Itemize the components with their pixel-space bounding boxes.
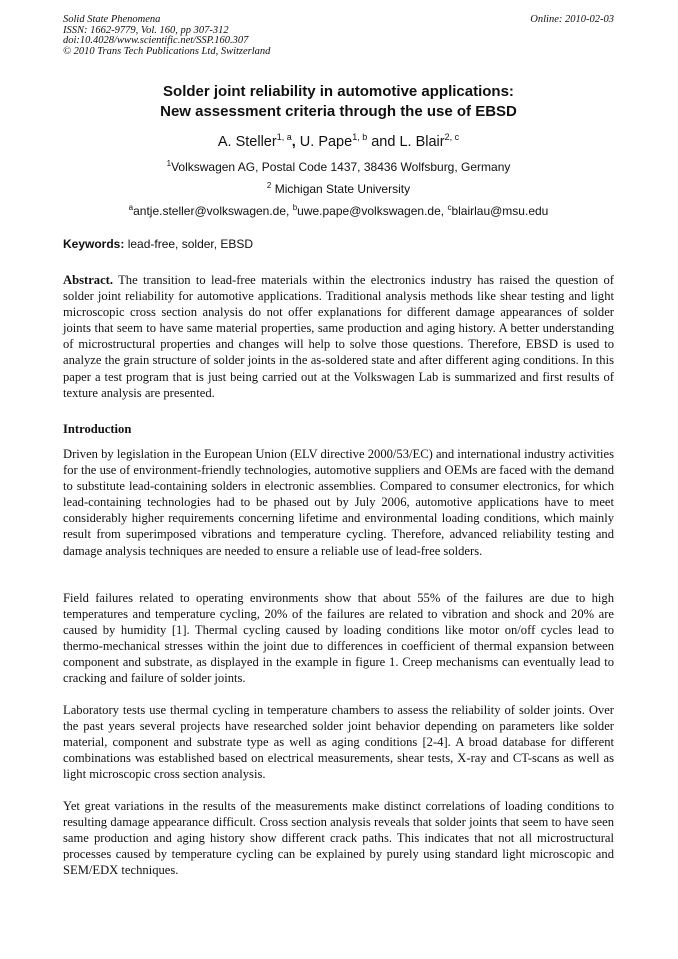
email-sup: b bbox=[292, 203, 298, 212]
author-list bbox=[63, 128, 614, 151]
abstract bbox=[63, 272, 614, 401]
email-sup: c bbox=[447, 203, 452, 212]
intro-paragraph-4: Yet great variations in the results of the measurements make distinct correlations of loading conditions to resulting damage appearance difficult. Cross section analysis reveals that solder joints that seem to have seen same production and aging history show different crack paths. This indicates that not all microstructural processes caused by temperature cycling can be explained by purely using standard light microscopic and SEM/EDX techniques. bbox=[63, 799, 614, 878]
abstract-text: The transition to lead-free materials within the electronics industry has raised the question of solder joint reliability for automotive applications. Traditional analysis methods like shear testing and light microscopic cross section analysis do not offer explanations for different damage appearances of solder joints that seem to have same material properties, same production and aging history. A better understanding of microstructural properties and changes will help to solve those questions. Therefore, EBSD is used to analyze the grain structure of solder joints in the as-soldered state and after different aging conditions. In this paper a test program that is just being carried out at the Volkswagen Lab is summarized and first results of texture analysis are presented. bbox=[63, 273, 614, 400]
author-sup: 2, c bbox=[444, 132, 460, 142]
email-text: blairlau@msu.edu bbox=[451, 204, 549, 218]
author-separator: and bbox=[367, 133, 400, 150]
paper-title bbox=[63, 82, 614, 122]
online-date: Online: 2010-02-03 bbox=[530, 14, 614, 25]
intro-paragraph-1: Driven by legislation in the European Union (ELV directive 2000/53/EC) and international industry activities for the use of environment-friendly technologies, automotive suppliers and OEMs are faced with the demand to substitute lead-containing solders in electronic assemblies. Compared to consumer electronics, for which lead-containing technologies had to be phased out by July 2006, automotive applications have to meet considerably higher requirements concerning lifetime and environmental loading conditions, which mainly result from superimposed vibrations and temperature cycling. Therefore, advanced reliability testing and damage analysis techniques are needed to ensure a reliable use of lead-free solders. bbox=[63, 447, 614, 558]
keywords-text: lead-free, solder, EBSD bbox=[124, 237, 254, 251]
email-sup: a bbox=[128, 203, 134, 212]
author-name: U. Pape bbox=[299, 133, 353, 150]
author-sup: 1, a bbox=[276, 132, 292, 142]
affiliation-text: Michigan State University bbox=[271, 182, 411, 196]
intro-paragraph-3: Laboratory tests use thermal cycling in temperature chambers to assess the reliability of solder joints. Over the past years several projects have researched solder joint behavior depending on parameters like solder material, component and substrate type as well as aging conditions [2-4]. A broad database for different combinations was established based on electrical measurements, shear tests, X-ray and CT-scans as well as light microscopic cross section analysis. bbox=[63, 703, 614, 782]
doi-line: doi:10.4028/www.scientific.net/SSP.160.307 bbox=[63, 35, 249, 47]
journal-name: Solid State Phenomena bbox=[63, 14, 161, 25]
affiliation-text: Volkswagen AG, Postal Code 1437, 38436 Wolfsburg, Germany bbox=[171, 160, 511, 174]
intro-paragraph-2: Field failures related to operating environments show that about 55% of the failures are due to high temperatures and temperature cycling, 20% of the failures are related to vibration and shock and 20% are caused by humidity [1]. Thermal cycling caused by loading conditions like motor on/off cycles lead to thermo-mechanical stresses within the joint due to differences in coefficient of thermal expansion between component and substrate, as displayed in the example in figure 1. Creep mechanisms can eventually lead to cracking and failure of solder joints. bbox=[63, 591, 614, 686]
title-line-2: New assessment criteria through the use of EBSD bbox=[160, 103, 517, 120]
author-name: L. Blair bbox=[399, 133, 445, 150]
author-emails bbox=[63, 201, 614, 218]
keywords-label: Keywords: bbox=[63, 237, 125, 251]
email-text: uwe.pape@volkswagen.de, bbox=[297, 204, 448, 218]
keywords bbox=[63, 237, 253, 251]
abstract-label: Abstract. bbox=[63, 273, 114, 287]
affiliation-sup: 2 bbox=[266, 181, 272, 190]
introduction-heading: Introduction bbox=[63, 422, 132, 436]
issn-line: ISSN: 1662-9779, Vol. 160, pp 307-312 bbox=[63, 24, 229, 36]
copyright-line: © 2010 Trans Tech Publications Ltd, Switzerland bbox=[63, 45, 271, 57]
author-sup: 1, b bbox=[352, 132, 368, 142]
email-text: antje.steller@volkswagen.de, bbox=[133, 204, 293, 218]
title-line-1: Solder joint reliability in automotive applications: bbox=[163, 83, 514, 100]
affiliation-1 bbox=[63, 157, 614, 174]
author-name: A. Steller bbox=[217, 133, 277, 150]
author-separator: , bbox=[291, 133, 300, 150]
affiliation-sup: 1 bbox=[166, 159, 172, 168]
journal-header bbox=[63, 15, 270, 57]
affiliation-2 bbox=[63, 179, 614, 196]
